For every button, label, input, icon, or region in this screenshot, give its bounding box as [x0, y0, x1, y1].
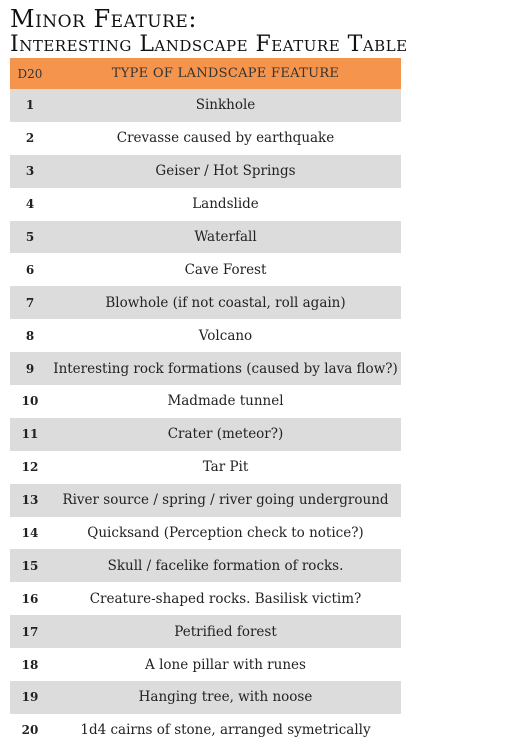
landscape-feature-table	[10, 58, 401, 747]
table-row	[10, 122, 401, 155]
roll-number: 4	[25, 197, 35, 212]
roll-number: 9	[25, 361, 35, 376]
roll-number: 12	[21, 460, 39, 475]
feature-text: Geiser / Hot Springs	[155, 163, 296, 180]
feature-text: Volcano	[198, 327, 253, 344]
table-row	[10, 155, 401, 188]
feature-text: Sinkhole	[195, 97, 256, 114]
table-row	[10, 582, 401, 615]
feature-text: Waterfall	[194, 229, 257, 245]
feature-text: Landslide	[192, 196, 259, 213]
roll-number: 14	[21, 526, 39, 541]
feature-text: Creature-shaped rocks. Basilisk victim?	[89, 590, 362, 607]
header-type-label: TYPE OF LANDSCAPE FEATURE	[111, 66, 340, 81]
roll-number: 13	[21, 493, 39, 508]
feature-text: Skull / facelike formation of rocks.	[107, 557, 344, 574]
table-row	[10, 188, 401, 221]
table-header	[10, 58, 401, 89]
table-row	[10, 484, 401, 517]
table-row	[10, 615, 401, 648]
roll-number: 8	[25, 328, 35, 343]
feature-text: Blowhole (if not coastal, roll again)	[105, 294, 346, 311]
roll-number: 15	[21, 558, 39, 573]
roll-number: 10	[21, 394, 39, 409]
roll-number: 1	[25, 98, 35, 113]
table-row	[10, 352, 401, 385]
feature-text: A lone pillar with runes	[145, 656, 306, 673]
table-row	[10, 451, 401, 484]
table-row	[10, 714, 401, 747]
feature-text: Crevasse caused by earthquake	[116, 130, 335, 147]
roll-number: 19	[21, 690, 39, 705]
feature-text: Crater (meteor?)	[167, 426, 284, 443]
roll-number: 11	[21, 427, 39, 442]
feature-text: Interesting rock formations (caused by lava flow?)	[53, 360, 398, 377]
roll-number: 17	[21, 624, 39, 639]
roll-number: 20	[21, 723, 39, 738]
table-row	[10, 418, 401, 451]
feature-text: Cave Forest	[184, 261, 267, 278]
roll-number: 2	[25, 131, 35, 146]
title-line-2: Interesting Landscape Feature Table	[10, 32, 408, 57]
feature-text: Tar Pit	[202, 459, 249, 476]
roll-number: 5	[25, 230, 35, 244]
table-row	[10, 319, 401, 352]
feature-text: Quicksand (Perception check to notice?)	[87, 525, 364, 542]
feature-text: Petrified forest	[174, 623, 277, 640]
roll-number: 3	[25, 164, 35, 179]
table-row	[10, 385, 401, 418]
table-row	[10, 253, 401, 286]
roll-number: 7	[25, 295, 35, 310]
table-row	[10, 221, 401, 254]
table-row	[10, 549, 401, 582]
feature-text: Madmade tunnel	[167, 393, 284, 410]
header-die-label: D20	[17, 66, 43, 81]
table-row	[10, 681, 401, 714]
roll-number: 6	[25, 262, 35, 277]
table-row	[10, 89, 401, 122]
table-row	[10, 517, 401, 550]
page-title	[10, 6, 408, 58]
feature-text: Hanging tree, with noose	[138, 689, 313, 706]
table-row	[10, 286, 401, 319]
feature-text: 1d4 cairns of stone, arranged symetrically	[80, 722, 371, 739]
roll-number: 18	[21, 657, 39, 672]
title-line-1: Minor Feature:	[10, 5, 197, 33]
roll-number: 16	[21, 591, 39, 606]
table-row	[10, 648, 401, 681]
feature-text: River source / spring / river going underground	[62, 492, 389, 509]
